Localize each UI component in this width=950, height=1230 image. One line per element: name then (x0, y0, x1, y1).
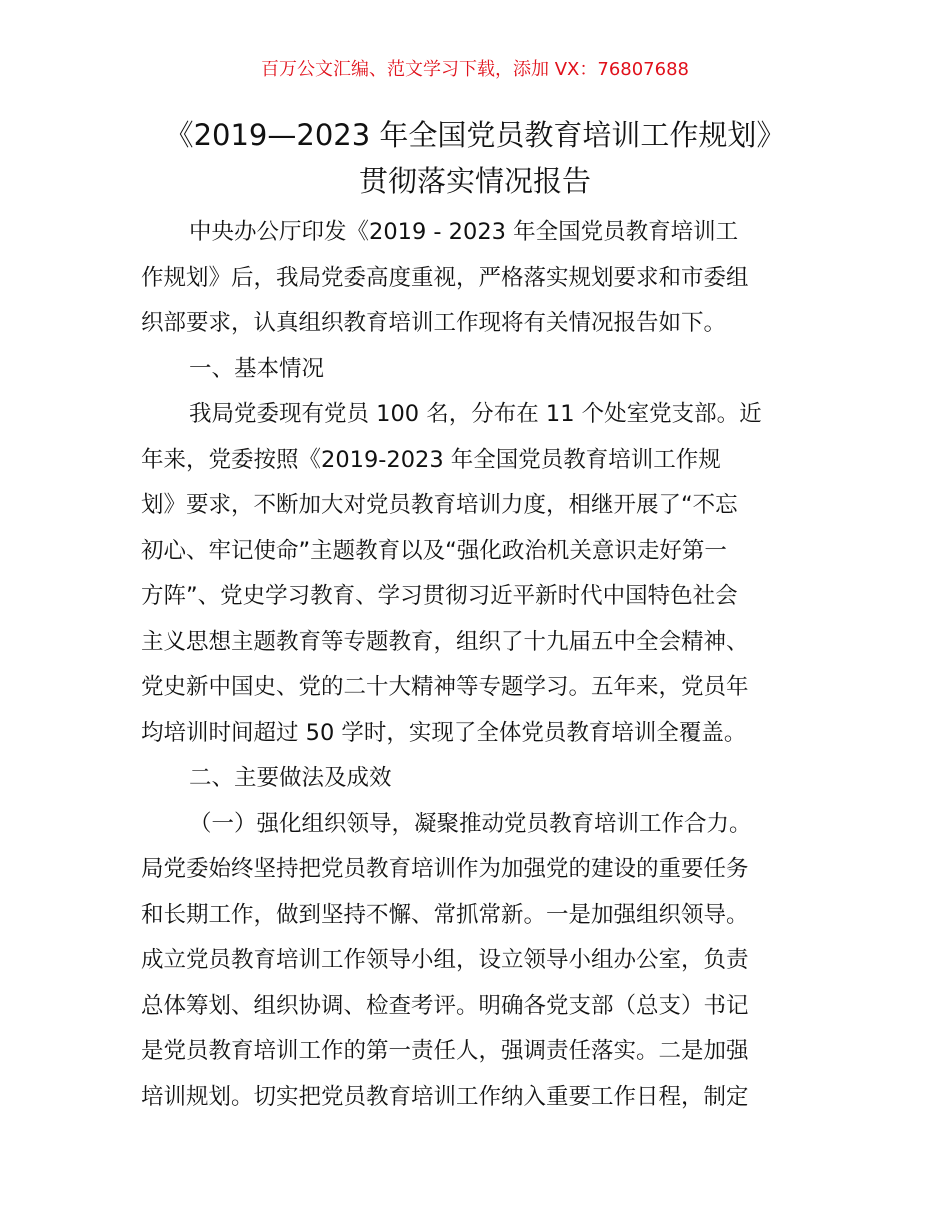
text-line: 年来，党委按照《2019-2023 年全国党员教育培训工作规 (141, 446, 721, 473)
text-line: 作规划》后，我局党委高度重视，严格落实规划要求和市委组 (141, 264, 749, 291)
document-body (141, 210, 821, 1120)
text-line: 和长期工作，做到坚持不懈、常抓常新。一是加强组织领导。 (141, 901, 749, 928)
section-1-paragraph (141, 802, 821, 1121)
text-line: 中央办公厅印发《2019 - 2023 年全国党员教育培训工 (189, 219, 739, 245)
section-heading-basic (141, 347, 821, 393)
text-line: 局党委始终坚持把党员教育培训作为加强党的建设的重要任务 (141, 856, 749, 882)
text-line: 主义思想主题教育等专题教育，组织了十九届五中全会精神、 (141, 628, 749, 655)
text-line: 均培训时间超过 50 学时，实现了全体党员教育培训全覆盖。 (141, 719, 747, 746)
text-line: 织部要求，认真组织教育培训工作现将有关情况报告如下。 (141, 310, 727, 336)
text-line: 总体筹划、组织协调、检查考评。明确各党支部（总支）书记 (141, 992, 749, 1019)
section-heading-practices (141, 756, 821, 802)
text-line: 划》要求，不断加大对党员教育培训力度，相继开展了“不忘 (141, 492, 738, 518)
text-line: 成立党员教育培训工作领导小组，设立领导小组办公室，负责 (141, 947, 749, 973)
text-line: 方阵”、党史学习教育、学习贯彻习近平新时代中国特色社会 (141, 583, 738, 609)
title-line-1: 《2019—2023 年全国党员教育培训工作规划》 (164, 118, 786, 152)
text-line: 党史新中国史、党的二十大精神等专题学习。五年来，党员年 (141, 674, 749, 700)
text-line: （一）强化组织领导，凝聚推动党员教育培训工作合力。 (189, 810, 752, 837)
text-line: 初心、牢记使命”主题教育以及“强化政治机关意识走好第一 (141, 537, 727, 564)
watermark-text: 百万公文汇编、范文学习下载，添加 VX：76807688 (261, 59, 689, 80)
heading-text: 二、主要做法及成效 (189, 765, 392, 791)
basic-situation-paragraph (141, 392, 821, 756)
document-title (100, 112, 850, 204)
title-line-2: 贯彻落实情况报告 (358, 164, 591, 198)
text-line: 培训规划。切实把党员教育培训工作纳入重要工作日程，制定 (141, 1083, 749, 1110)
heading-text: 一、基本情况 (189, 355, 325, 382)
text-line: 我局党委现有党员 100 名，分布在 11 个处室党支部。近 (189, 401, 762, 427)
intro-paragraph (141, 210, 821, 347)
text-line: 是党员教育培训工作的第一责任人，强调责任落实。二是加强 (141, 1038, 749, 1064)
